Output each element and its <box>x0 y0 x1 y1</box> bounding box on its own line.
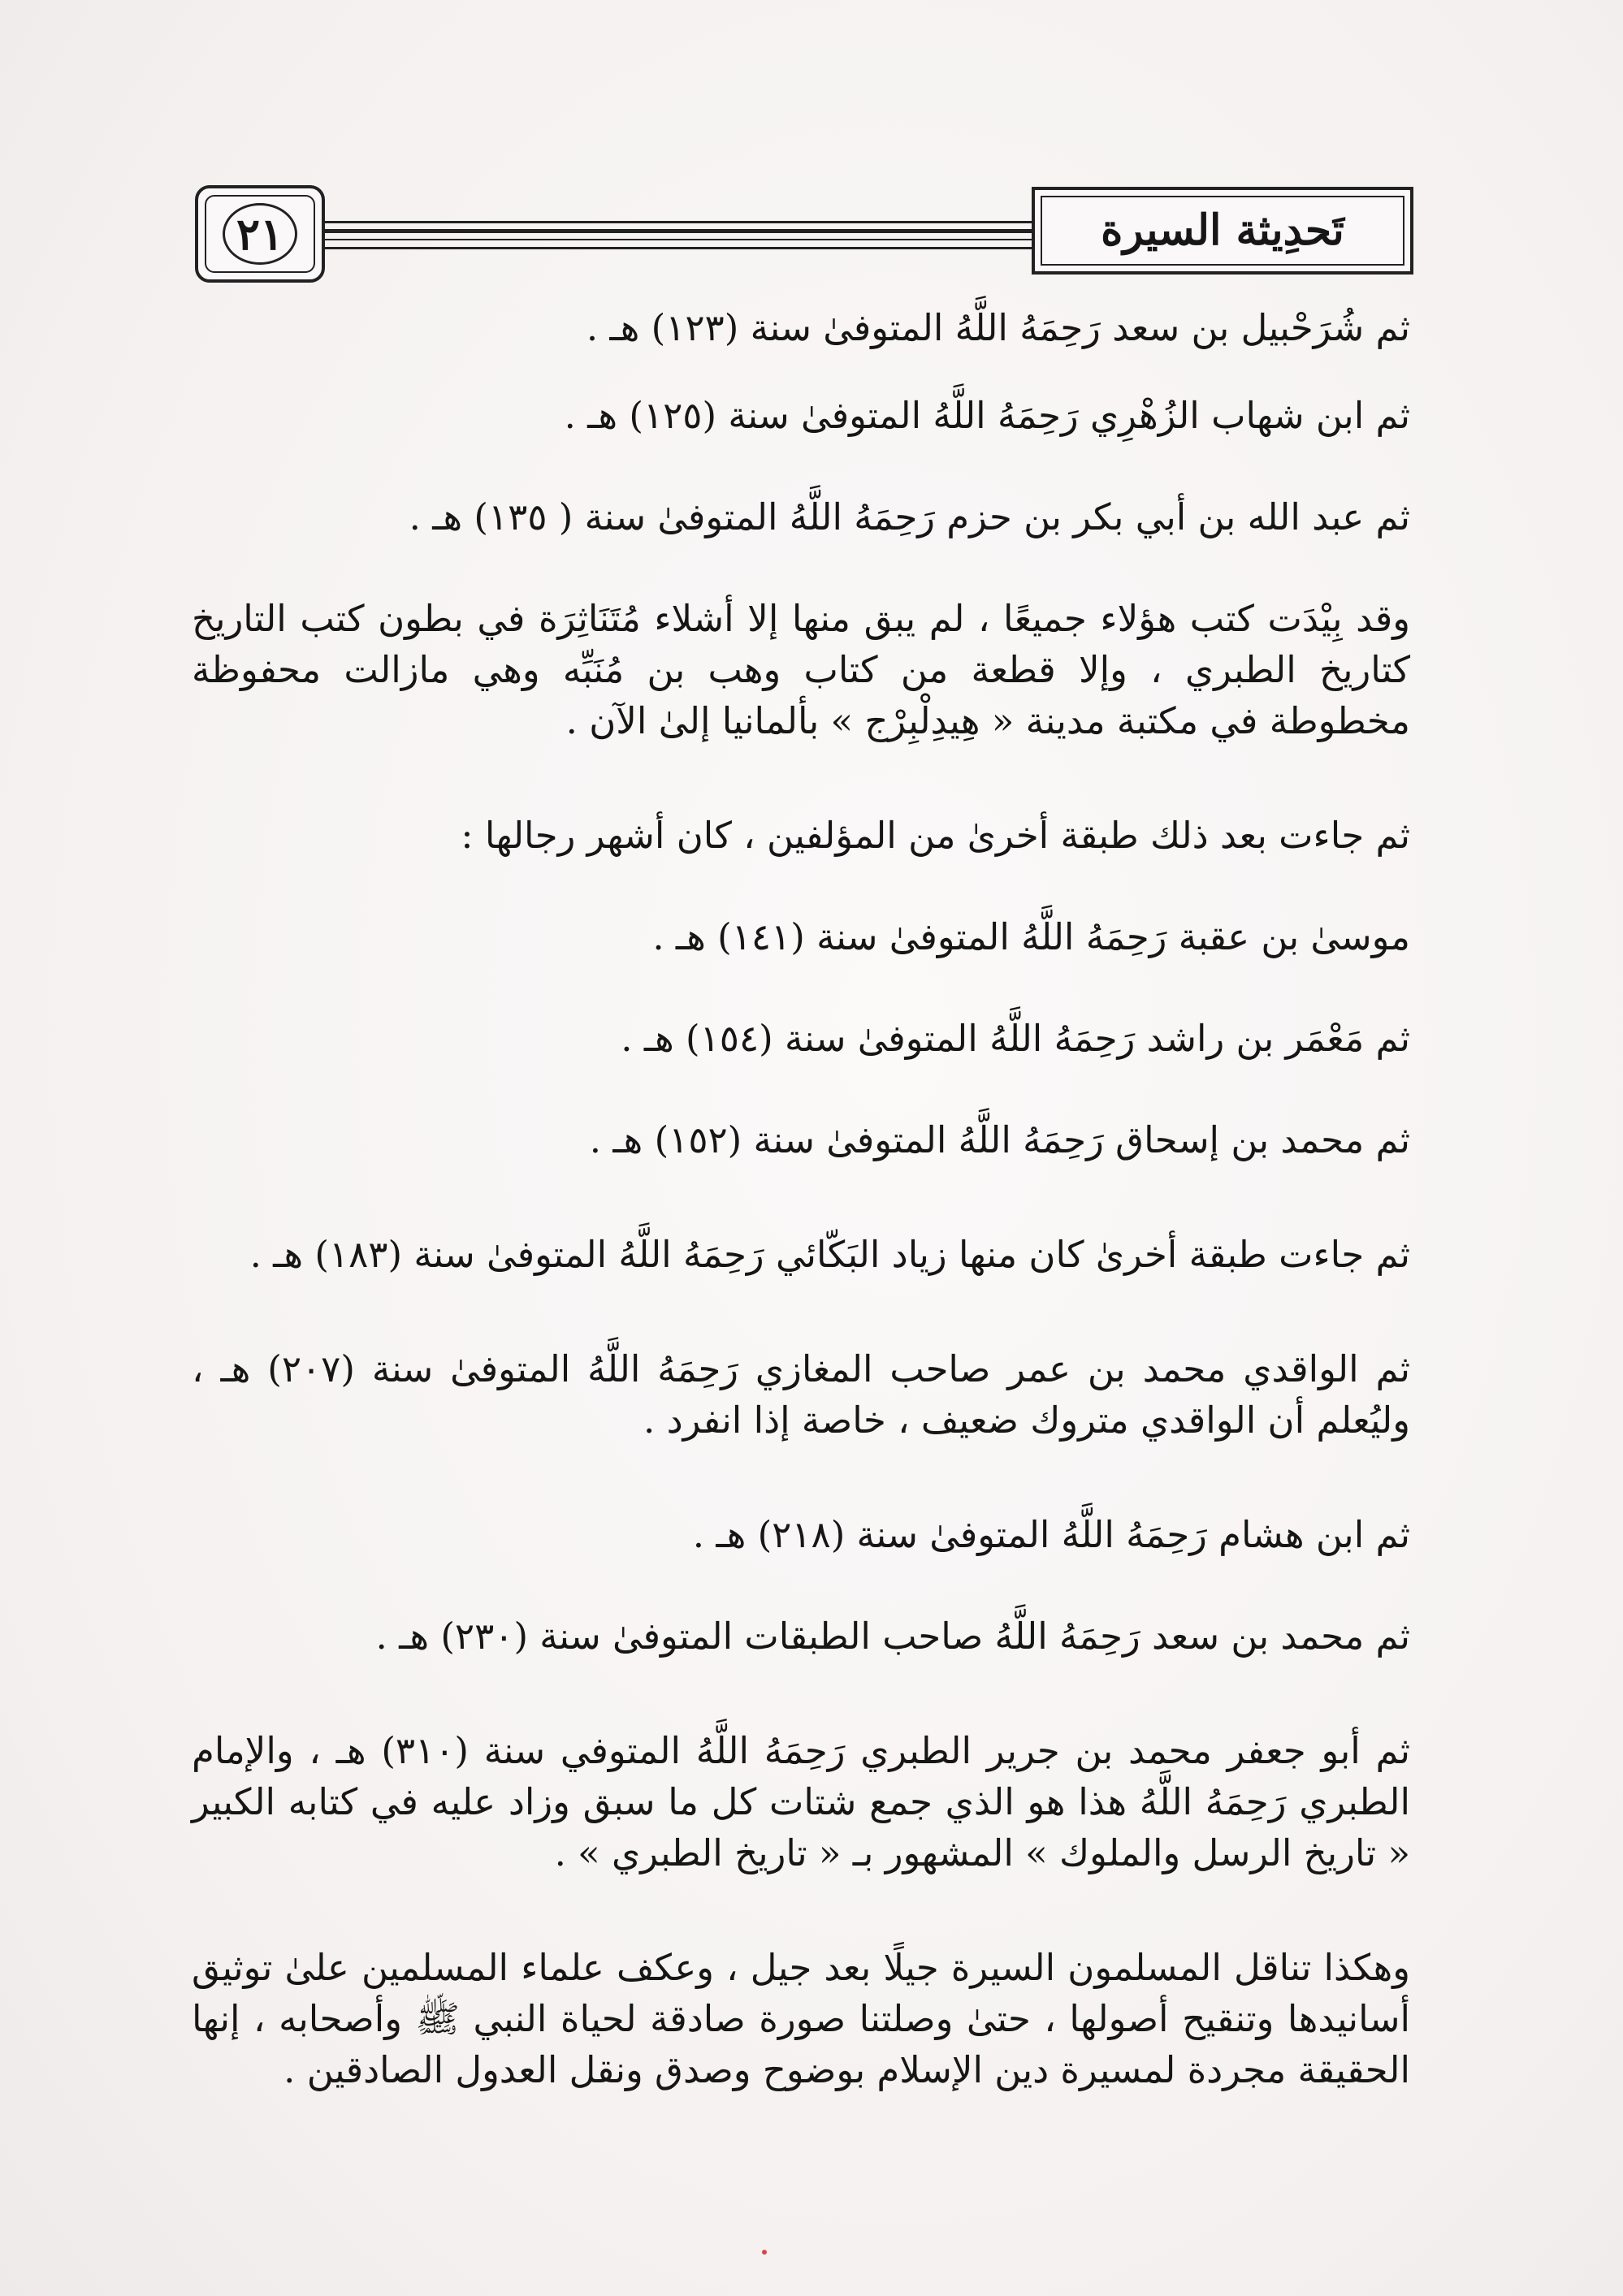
page-number: ٢١ <box>236 208 284 260</box>
text-paragraph: ثم محمد بن إسحاق رَحِمَهُ اللَّهُ المتوفىٰ سنة (١٥٢) هـ . <box>589 1118 1410 1161</box>
text-paragraph: ثم ابن شهاب الزُهْرِي رَحِمَهُ اللَّهُ المتوفىٰ سنة (١٢٥) هـ . <box>564 394 1410 437</box>
text-paragraph: ثم محمد بن سعد رَحِمَهُ اللَّهُ صاحب الطبقات المتوفىٰ سنة (٢٣٠) هـ . <box>375 1615 1410 1658</box>
text-paragraph: ثم أبو جعفر محمد بن جرير الطبري رَحِمَهُ اللَّهُ المتوفي سنة (٣١٠) هـ ، والإمام الطبري رَحِمَهُ اللَّهُ هذا هو الذي جمع شتات كل ما سبق وزاد عليه في كتابه الكبير « تاريخ الرسل والملوك » المشهور بـ « تاريخ الطبري » . <box>192 1729 1410 1874</box>
text-paragraph: ثم شُرَحْبيل بن سعد رَحِمَهُ اللَّهُ المتوفىٰ سنة (١٢٣) هـ . <box>586 306 1410 349</box>
book-title-badge <box>1032 187 1413 275</box>
text-paragraph: وقد بِيْدَت كتب هؤلاء جميعًا ، لم يبق منها إلا أشلاء مُتَنَاثِرَة في بطون كتب التاريخ كتاريخ الطبري ، وإلا قطعة من كتاب وهب بن مُنَبِّه وهي مازالت محفوظة مخطوطة في مكتبة مدينة « هِيدِلْبِرْج » بألمانيا إلىٰ الآن . <box>192 597 1410 742</box>
page-number-badge <box>195 185 325 283</box>
text-paragraph: ثم عبد الله بن أبي بكر بن حزم رَحِمَهُ اللَّهُ المتوفىٰ سنة ( ١٣٥) هـ . <box>409 495 1410 538</box>
text-paragraph: ثم جاءت طبقة أخرىٰ كان منها زياد البَكّائي رَحِمَهُ اللَّهُ المتوفىٰ سنة (١٨٣) هـ . <box>249 1233 1410 1276</box>
scan-mark <box>762 2250 767 2255</box>
text-paragraph: موسىٰ بن عقبة رَحِمَهُ اللَّهُ المتوفىٰ سنة (١٤١) هـ . <box>652 915 1410 958</box>
book-title: تَحدِيثة السيرة <box>1101 205 1344 255</box>
text-paragraph: ثم مَعْمَر بن راشد رَحِمَهُ اللَّهُ المتوفىٰ سنة (١٥٤) هـ . <box>621 1017 1410 1060</box>
page-header <box>195 185 1413 283</box>
text-paragraph: ثم ابن هشام رَحِمَهُ اللَّهُ المتوفىٰ سنة (٢١٨) هـ . <box>692 1513 1410 1556</box>
text-paragraph: وهكذا تناقل المسلمون السيرة جيلًا بعد جيل ، وعكف علماء المسلمين علىٰ توثيق أسانيدها وتنقيح أصولها ، حتىٰ وصلتنا صورة صادقة لحياة النبي ﷺ وأصحابه ، إنها الحقيقة مجردة لمسيرة دين الإسلام بوضوح وصدق ونقل العدول الصادقين . <box>192 1946 1410 2091</box>
text-paragraph: ثم جاءت بعد ذلك طبقة أخرىٰ من المؤلفين ، كان أشهر رجالها : <box>461 814 1410 857</box>
text-paragraph: ثم الواقدي محمد بن عمر صاحب المغازي رَحِمَهُ اللَّهُ المتوفىٰ سنة (٢٠٧) هـ ، وليُعلم أن الواقدي متروك ضعيف ، خاصة إذا انفرد . <box>192 1347 1410 1442</box>
page-body <box>192 302 1410 2095</box>
